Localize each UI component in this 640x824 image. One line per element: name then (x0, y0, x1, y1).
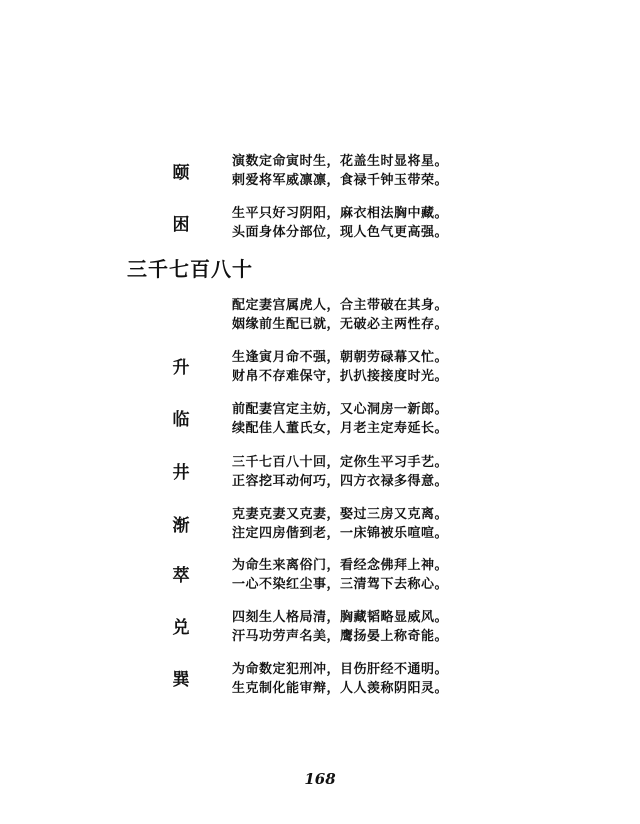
verse-line: 生逢寅月命不强，朝朝劳碌幕又忙。 (232, 350, 449, 365)
verse-line: 注定四房偕到老，一床锦被乐喧喧。 (232, 526, 449, 541)
verse-block (232, 660, 492, 698)
verse-line: 续配佳人董氏女，月老主定寿延长。 (232, 421, 449, 436)
verse-block (232, 608, 492, 646)
verse-line: 生平只好习阴阳，麻衣相法胸中藏。 (232, 206, 449, 221)
verse-line: 姻缘前生配已就，无破必主两性存。 (232, 317, 449, 332)
page-number: 168 (304, 770, 336, 788)
verse-line: 为命数定犯刑冲，目伤肝经不通明。 (232, 662, 449, 677)
verse-block (232, 152, 492, 190)
verse-line: 生克制化能审辩，人人羡称阴阳灵。 (232, 681, 449, 696)
trigram-label: 颐 (172, 163, 190, 183)
verse-block (232, 400, 492, 438)
verse-line: 克妻克妻又克妻，娶过三房又克离。 (232, 507, 449, 522)
verse-line: 前配妻宫定主妨，又心洞房一新郎。 (232, 402, 449, 417)
verse-block (232, 348, 492, 386)
verse-line: 为命生来离俗门，看经念佛拜上神。 (232, 558, 449, 573)
trigram-label: 井 (172, 463, 190, 483)
trigram-label: 萃 (172, 566, 190, 586)
verse-line: 演数定命寅时生，花盖生时显将星。 (232, 154, 449, 169)
trigram-label: 困 (172, 215, 190, 235)
section-heading: 三千七百八十 (127, 257, 253, 281)
verse-line: 财帛不存难保守，扒扒接接度时光。 (232, 369, 449, 384)
trigram-label: 兑 (172, 618, 190, 638)
verse-line: 四刻生人格局清，胸藏韬略显威风。 (232, 610, 449, 625)
verse-block (232, 505, 492, 543)
verse-block (232, 453, 492, 491)
verse-line: 配定妻宫属虎人，合主带破在其身。 (232, 298, 449, 313)
verse-line: 汗马功劳声名美，鹰扬晏上称奇能。 (232, 629, 449, 644)
trigram-label: 渐 (172, 516, 190, 536)
trigram-label: 临 (172, 410, 190, 430)
trigram-label: 升 (172, 358, 190, 378)
verse-block (232, 296, 492, 334)
verse-line: 剌爱将军威凛凛，食禄千钟玉带荣。 (232, 173, 449, 188)
trigram-label: 巽 (172, 670, 190, 690)
verse-block (232, 204, 492, 242)
verse-line: 一心不染红尘事，三清驾下去称心。 (232, 577, 449, 592)
verse-line: 三千七百八十回，定你生平习手艺。 (232, 455, 449, 470)
verse-block (232, 556, 492, 594)
verse-line: 正容挖耳动何巧，四方衣禄多得意。 (232, 474, 449, 489)
verse-line: 头面身体分部位，现人色气更高强。 (232, 225, 449, 240)
